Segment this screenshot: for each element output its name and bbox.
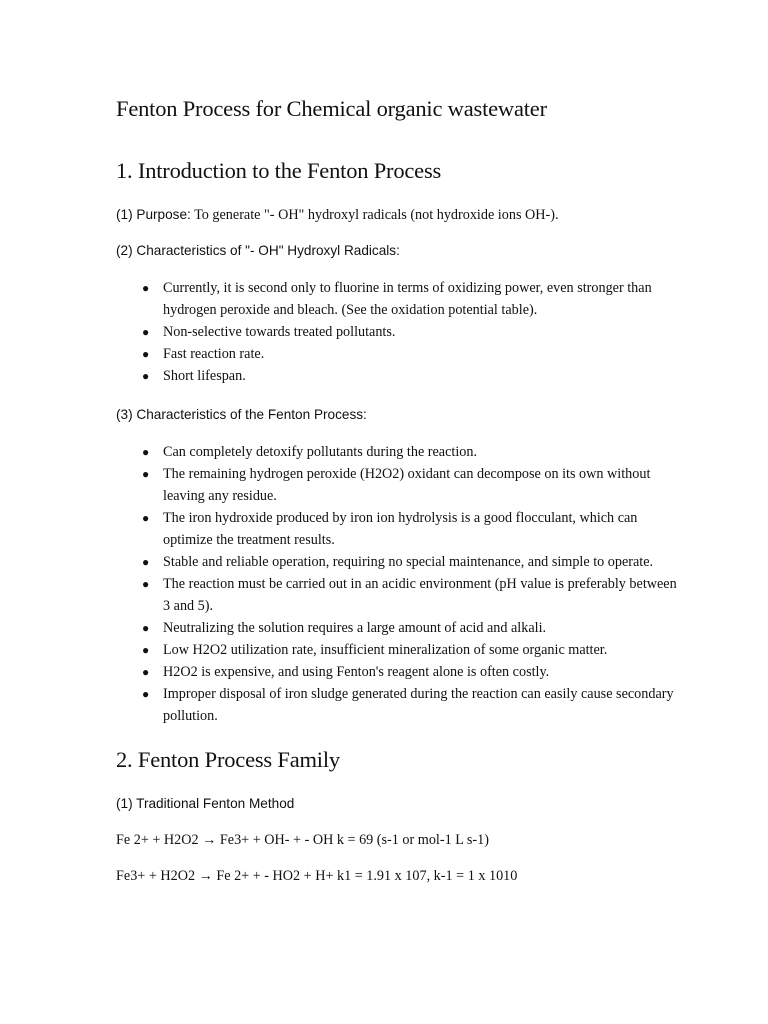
section-heading-family: 2. Fenton Process Family (116, 747, 340, 772)
list-item: ● H2O2 is expensive, and using Fenton's reagent alone is often costly. (116, 661, 678, 683)
bullet-icon: ● (142, 621, 150, 635)
radicals-characteristics-list (116, 277, 678, 387)
purpose-label: (1) Purpose: (116, 207, 191, 222)
list-item: ● Short lifespan. (116, 365, 678, 387)
traditional-method-label: (1) Traditional Fenton Method (116, 796, 295, 811)
list-item: ● Low H2O2 utilization rate, insufficient mineralization of some organic matter. (116, 639, 678, 661)
bullet-icon: ● (142, 665, 150, 679)
list-item: ● Can completely detoxify pollutants during the reaction. (116, 441, 678, 463)
equation-2: Fe3+ + H2O2 → Fe 2+ + - HO2 + H+ k1 = 1.91 x 107, k-1 = 1 x 1010 (116, 868, 518, 884)
bullet-icon: ● (142, 687, 150, 701)
radicals-characteristics-label: (2) Characteristics of "- OH" Hydroxyl Radicals: (116, 243, 400, 258)
list-item: ● Currently, it is second only to fluorine in terms of oxidizing power, even stronger than hydrogen peroxide and bleach. (See the oxidation potential table). (116, 277, 678, 321)
section-heading-introduction: 1. Introduction to the Fenton Process (116, 158, 442, 183)
bullet-icon: ● (142, 643, 150, 657)
bullet-icon: ● (142, 369, 150, 383)
purpose-paragraph (116, 205, 678, 225)
list-item: ● Stable and reliable operation, requiring no special maintenance, and simple to operate. (116, 551, 678, 573)
list-item: ● Fast reaction rate. (116, 343, 678, 365)
bullet-icon: ● (142, 467, 150, 481)
bullet-icon: ● (142, 511, 150, 525)
bullet-icon: ● (142, 325, 150, 339)
document-title: Fenton Process for Chemical organic wastewater (116, 96, 547, 121)
bullet-icon: ● (142, 555, 150, 569)
bullet-icon: ● (142, 281, 150, 295)
bullet-icon: ● (142, 577, 150, 591)
purpose-text: To generate "- OH" hydroxyl radicals (not hydroxide ions OH-). (190, 207, 559, 223)
process-characteristics-list (116, 441, 678, 727)
process-characteristics-label: (3) Characteristics of the Fenton Process: (116, 407, 367, 422)
bullet-icon: ● (142, 445, 150, 459)
bullet-icon: ● (142, 347, 150, 361)
list-item: ● Improper disposal of iron sludge generated during the reaction can easily cause secondary pollution. (116, 683, 678, 727)
list-item: ● The remaining hydrogen peroxide (H2O2) oxidant can decompose on its own without leaving any residue. (116, 463, 678, 507)
list-item: ● The reaction must be carried out in an acidic environment (pH value is preferably between 3 and 5). (116, 573, 678, 617)
equation-1: Fe 2+ + H2O2 → Fe3+ + OH- + - OH k = 69 (s-1 or mol-1 L s-1) (116, 832, 489, 848)
list-item: ● Non-selective towards treated pollutants. (116, 321, 678, 343)
list-item: ● Neutralizing the solution requires a large amount of acid and alkali. (116, 617, 678, 639)
list-item: ● The iron hydroxide produced by iron ion hydrolysis is a good flocculant, which can optimize the treatment results. (116, 507, 678, 551)
